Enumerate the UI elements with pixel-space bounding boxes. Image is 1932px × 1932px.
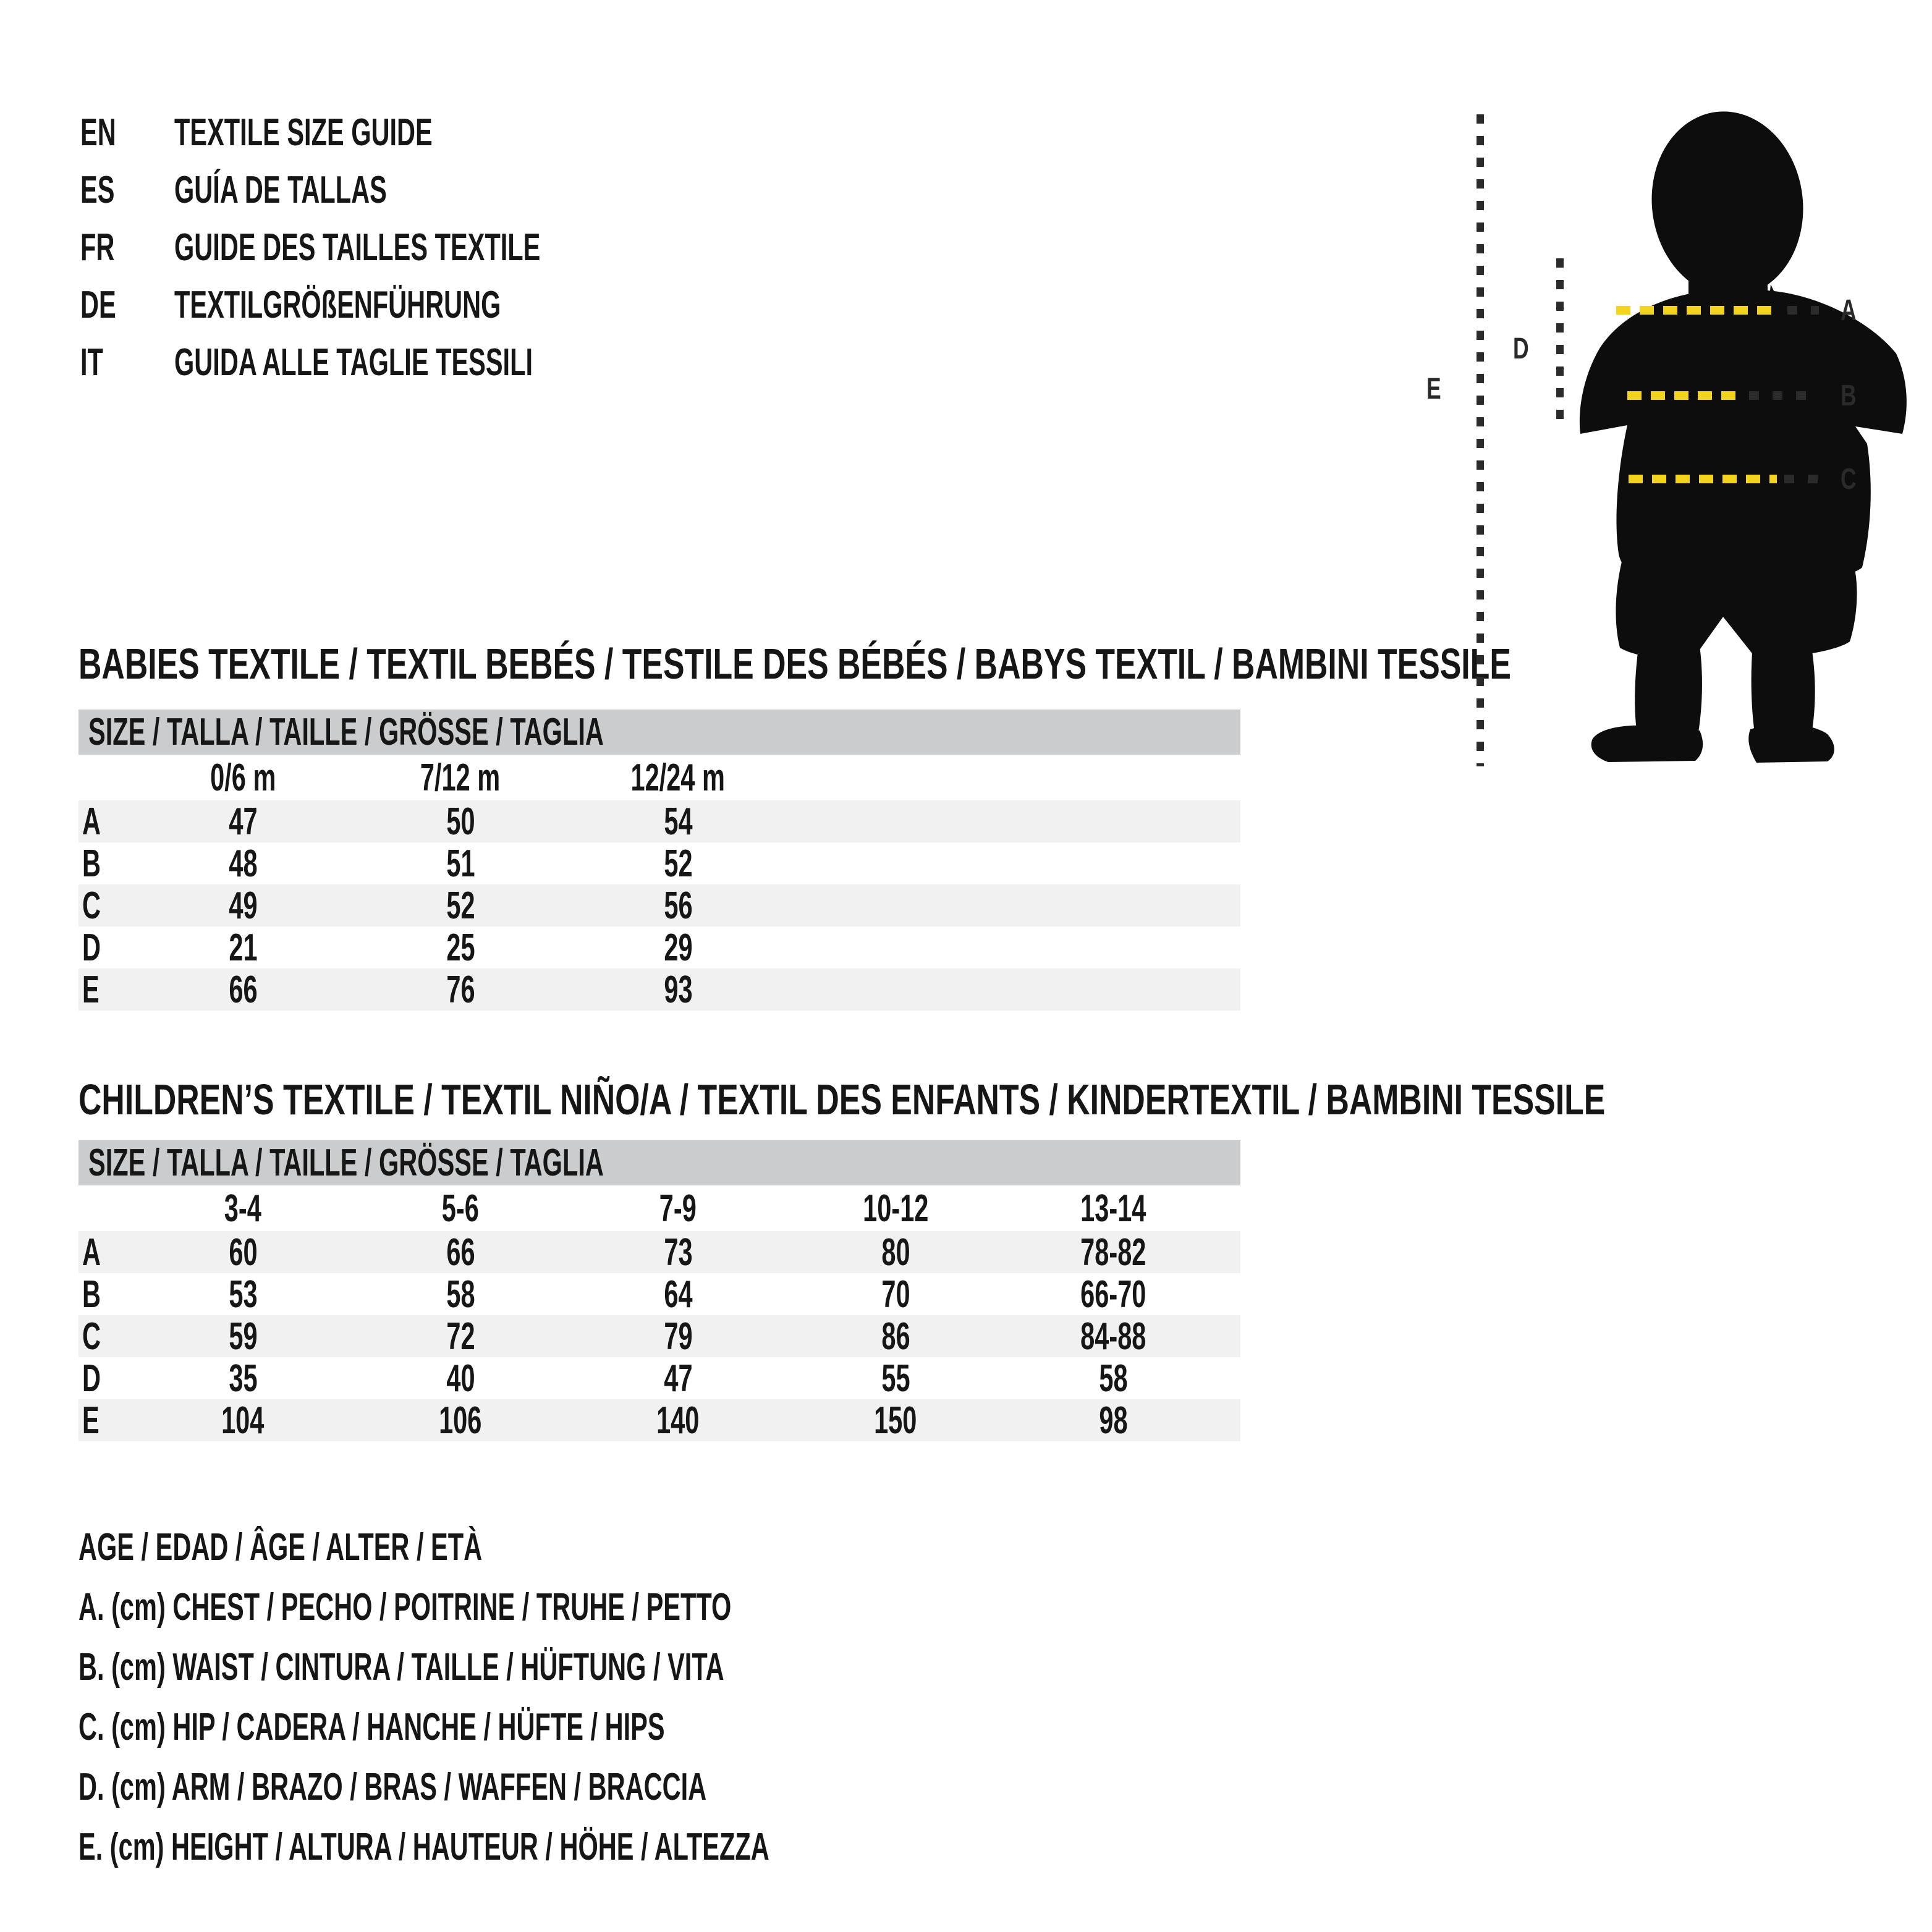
language-code: ES: [80, 169, 115, 211]
row-label: C: [82, 1315, 101, 1358]
row-label: D: [82, 926, 101, 969]
label-b: B: [1841, 378, 1857, 412]
language-code: EN: [80, 111, 116, 154]
label-d: D: [1513, 331, 1529, 365]
column-header-row: [78, 1185, 1240, 1231]
table-cell: 80: [881, 1231, 910, 1274]
column-header: 7/12 m: [420, 756, 501, 799]
language-row: [80, 219, 721, 276]
size-header-bar: [78, 1140, 1240, 1185]
column-header: 3-4: [224, 1187, 262, 1230]
table-cell: 56: [663, 884, 693, 927]
column-header: 13-14: [1080, 1187, 1146, 1230]
language-code: IT: [80, 341, 103, 384]
size-header-bar: [78, 710, 1240, 755]
child-silhouette-icon: [1580, 103, 1907, 763]
table-cell: 150: [874, 1399, 917, 1442]
size-header-label: SIZE / TALLA / TAILLE / GRÖSSE / TAGLIA: [88, 1142, 604, 1184]
table-rows: [78, 1231, 1240, 1441]
language-title: TEXTILGRÖßENFÜHRUNG: [174, 284, 501, 326]
table-cell: 86: [881, 1315, 910, 1358]
table-cell: 52: [663, 842, 693, 885]
table-row: [78, 1231, 1240, 1273]
table-cell: 79: [663, 1315, 693, 1358]
row-label: A: [82, 800, 101, 843]
table-cell: 59: [228, 1315, 258, 1358]
table-rows: [78, 800, 1240, 1010]
column-header: 10-12: [862, 1187, 929, 1230]
legend-line-arm: D. (cm) ARM / BRAZO / BRAS / WAFFEN / BRACCIA: [78, 1766, 707, 1808]
row-label: E: [82, 968, 100, 1011]
table-row: [78, 1273, 1240, 1315]
table-cell: 76: [446, 968, 475, 1011]
language-row: [80, 334, 721, 391]
table-cell: 73: [663, 1231, 693, 1274]
table-row: [78, 1357, 1240, 1399]
legend-line-waist: B. (cm) WAIST / CINTURA / TAILLE / HÜFTUNG / VITA: [78, 1646, 724, 1688]
table-cell: 106: [439, 1399, 482, 1442]
table-row: [78, 1399, 1240, 1441]
table-cell: 50: [446, 800, 475, 843]
label-c: C: [1841, 462, 1857, 496]
babies-section-heading: BABIES TEXTILE / TEXTIL BEBÉS / TESTILE DES BÉBÉS / BABYS TEXTIL / BAMBINI TESSILE: [78, 640, 1511, 688]
table-cell: 104: [221, 1399, 265, 1442]
legend-line-chest: A. (cm) CHEST / PECHO / POITRINE / TRUHE / PETTO: [78, 1586, 732, 1629]
language-code: FR: [80, 226, 115, 269]
table-cell: 60: [228, 1231, 258, 1274]
table-cell: 35: [228, 1357, 258, 1400]
table-row: [78, 842, 1240, 884]
legend-line-height: E. (cm) HEIGHT / ALTURA / HAUTEUR / HÖHE / ALTEZZA: [78, 1826, 769, 1868]
children-section-heading: CHILDREN’S TEXTILE / TEXTIL NIÑO/A / TEXTIL DES ENFANTS / KINDERTEXTIL / BAMBINI TESSILE: [78, 1075, 1606, 1124]
table-cell: 93: [663, 968, 693, 1011]
language-row: [80, 104, 721, 161]
row-label: E: [82, 1399, 100, 1442]
row-label: A: [82, 1231, 101, 1274]
table-cell: 98: [1098, 1399, 1128, 1442]
table-row: [78, 884, 1240, 926]
table-cell: 53: [228, 1273, 258, 1316]
children-size-table: [78, 1140, 1240, 1441]
table-cell: 84-88: [1080, 1315, 1146, 1358]
legend-line-hip: C. (cm) HIP / CADERA / HANCHE / HÜFTE / HIPS: [78, 1706, 665, 1748]
table-cell: 47: [663, 1357, 693, 1400]
legend-line-age: AGE / EDAD / ÂGE / ALTER / ETÀ: [78, 1526, 483, 1569]
table-cell: 49: [228, 884, 258, 927]
table-cell: 78-82: [1080, 1231, 1146, 1274]
table-cell: 47: [228, 800, 258, 843]
table-cell: 40: [446, 1357, 475, 1400]
label-e: E: [1426, 371, 1441, 405]
table-cell: 72: [446, 1315, 475, 1358]
table-cell: 48: [228, 842, 258, 885]
language-title: GUIDA ALLE TAGLIE TESSILI: [174, 341, 533, 384]
language-list: [80, 104, 721, 391]
column-header: 5-6: [441, 1187, 480, 1230]
table-cell: 64: [663, 1273, 693, 1316]
label-a: A: [1841, 293, 1857, 327]
table-cell: 21: [228, 926, 258, 969]
table-cell: 54: [663, 800, 693, 843]
row-label: B: [82, 1273, 101, 1316]
measurement-diagram: [1409, 87, 1932, 791]
table-row: [78, 968, 1240, 1010]
column-header-row: [78, 755, 1240, 800]
babies-size-table: [78, 710, 1240, 1010]
row-label: B: [82, 842, 101, 885]
table-cell: 55: [881, 1357, 910, 1400]
table-cell: 25: [446, 926, 475, 969]
table-cell: 51: [446, 842, 475, 885]
table-row: [78, 800, 1240, 842]
table-cell: 140: [656, 1399, 700, 1442]
row-label: C: [82, 884, 101, 927]
language-row: [80, 276, 721, 334]
measurement-legend: [78, 1517, 1109, 1877]
table-cell: 58: [1098, 1357, 1128, 1400]
language-title: GUIDE DES TAILLES TEXTILE: [174, 226, 541, 269]
table-cell: 29: [663, 926, 693, 969]
language-title: GUÍA DE TALLAS: [174, 169, 387, 211]
table-cell: 70: [881, 1273, 910, 1316]
table-row: [78, 1315, 1240, 1357]
column-header: 12/24 m: [630, 756, 726, 799]
size-header-label: SIZE / TALLA / TAILLE / GRÖSSE / TAGLIA: [88, 711, 604, 753]
language-title: TEXTILE SIZE GUIDE: [174, 111, 433, 154]
language-row: [80, 161, 721, 219]
column-header: 7-9: [659, 1187, 697, 1230]
table-cell: 66: [228, 968, 258, 1011]
row-label: D: [82, 1357, 101, 1400]
language-code: DE: [80, 284, 116, 326]
table-cell: 58: [446, 1273, 475, 1316]
table-cell: 66-70: [1080, 1273, 1146, 1316]
table-cell: 66: [446, 1231, 475, 1274]
table-row: [78, 926, 1240, 968]
table-cell: 52: [446, 884, 475, 927]
column-header: 0/6 m: [210, 756, 276, 799]
